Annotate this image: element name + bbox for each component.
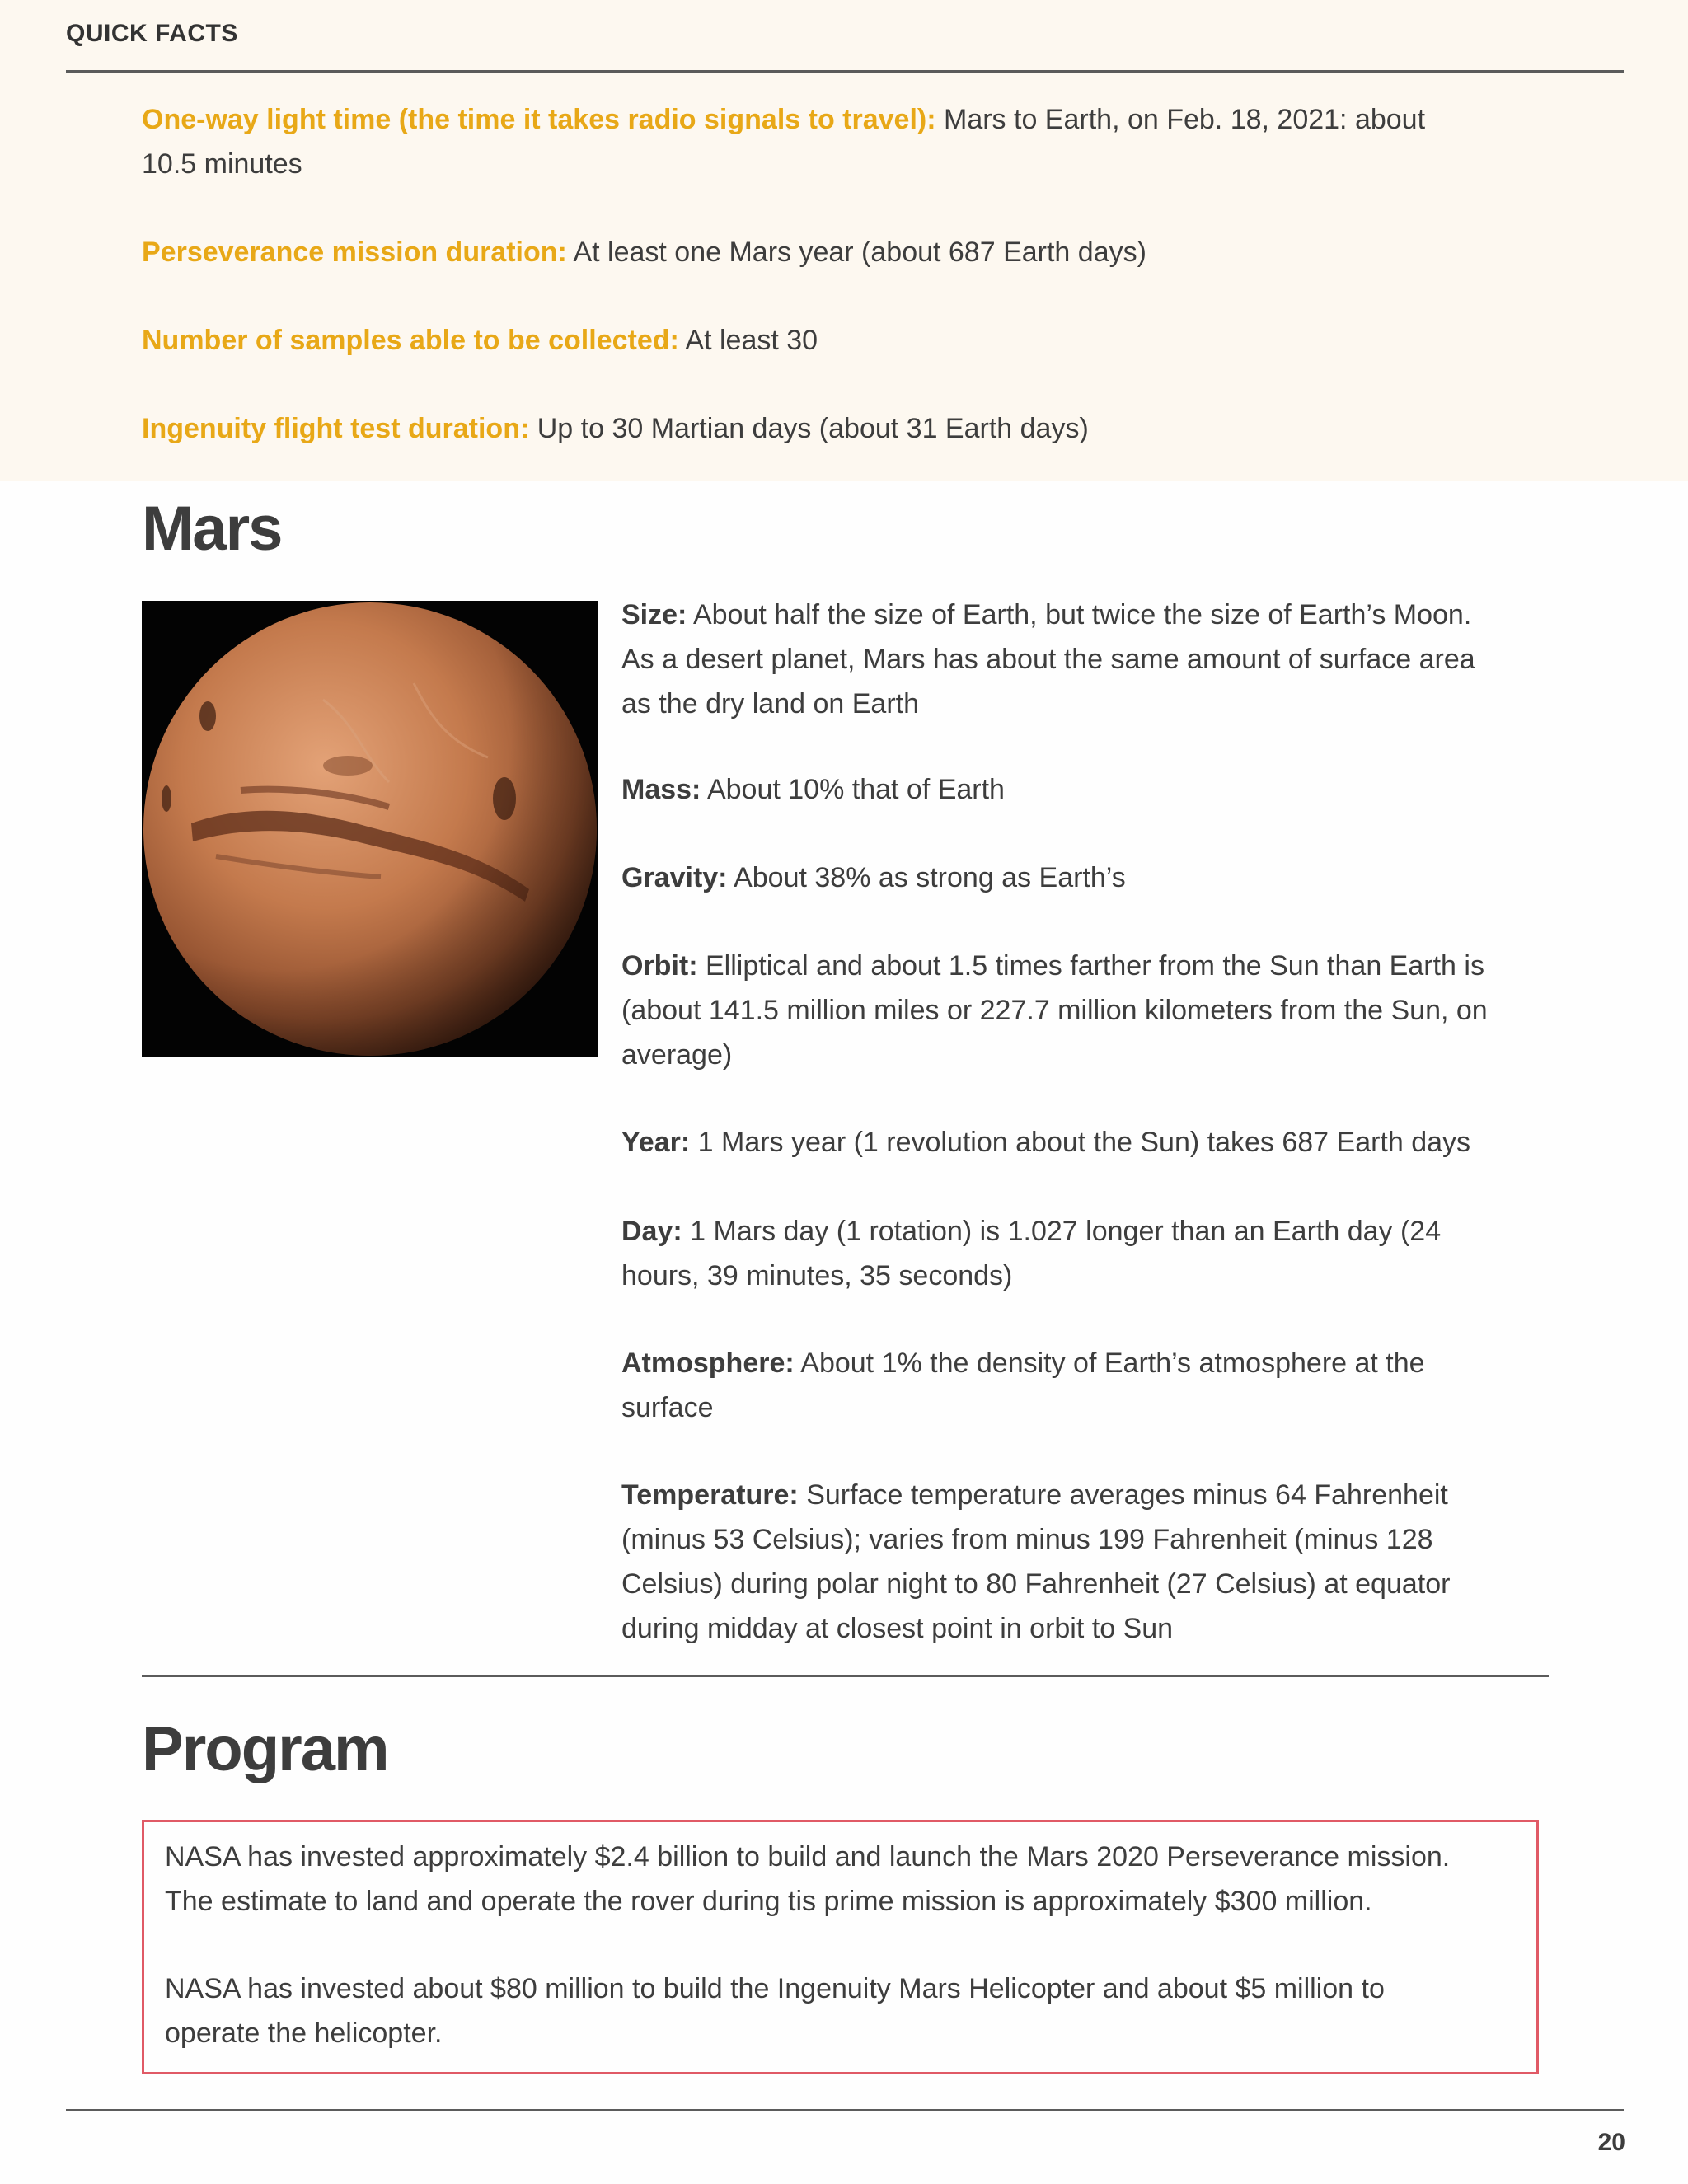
mars-fact-value-cont: as the dry land on Earth: [621, 688, 920, 719]
program-heading: Program: [142, 1714, 388, 1784]
quick-fact-light-time: [142, 97, 1461, 186]
program-text-line: The estimate to land and operate the rover during tis prime mission is approximately $300 million.: [165, 1886, 1372, 1917]
mars-fact-value: Surface temperature averages minus 64 Fahrenheit: [806, 1479, 1448, 1511]
program-text-line: NASA has invested approximately $2.4 billion to build and launch the Mars 2020 Perseverance mission.: [165, 1841, 1451, 1872]
page-number: 20: [1597, 2129, 1625, 2156]
program-paragraph-1: [165, 1835, 1450, 1924]
mars-fact-temperature: [621, 1473, 1450, 1651]
mars-fact-year: [621, 1120, 1470, 1165]
mars-fact-key: Gravity:: [621, 862, 728, 893]
quick-fact-value: At least one Mars year (about 687 Earth days): [573, 237, 1146, 268]
mars-fact-value-cont: surface: [621, 1392, 714, 1423]
quick-fact-value: Mars to Earth, on Feb. 18, 2021: about: [944, 104, 1426, 135]
quick-fact-key: Perseverance mission duration:: [142, 237, 567, 268]
footer-divider: [66, 2109, 1624, 2111]
mars-fact-key: Day:: [621, 1216, 682, 1247]
section-label: QUICK FACTS: [66, 20, 238, 47]
mars-fact-value: About 1% the density of Earth’s atmosphere at the: [800, 1347, 1425, 1379]
mars-fact-value-cont: (about 141.5 million miles or 227.7 million kilometers from the Sun, on: [621, 995, 1488, 1026]
quick-fact-mission-duration: [142, 230, 1146, 274]
mars-image: [142, 601, 598, 1057]
mars-fact-value-cont: As a desert planet, Mars has about the same amount of surface area: [621, 644, 1475, 675]
program-paragraph-2: [165, 1966, 1385, 2055]
mars-fact-value-cont: Celsius) during polar night to 80 Fahrenheit (27 Celsius) at equator: [621, 1568, 1451, 1600]
mars-fact-value: 1 Mars day (1 rotation) is 1.027 longer than an Earth day (24: [690, 1216, 1442, 1247]
quick-fact-samples: [142, 318, 818, 363]
mars-fact-day: [621, 1209, 1441, 1298]
quick-fact-key: Number of samples able to be collected:: [142, 325, 679, 356]
mars-fact-value: About 38% as strong as Earth’s: [734, 862, 1126, 893]
mars-fact-value: About 10% that of Earth: [706, 774, 1005, 805]
mars-fact-value: Elliptical and about 1.5 times farther from the Sun than Earth is: [706, 950, 1484, 982]
header-divider: [66, 70, 1624, 73]
mars-section-divider: [142, 1675, 1549, 1677]
quick-fact-value-cont: 10.5 minutes: [142, 148, 302, 180]
quick-fact-key: Ingenuity flight test duration:: [142, 413, 530, 444]
mars-fact-key: Size:: [621, 599, 687, 630]
mars-fact-key: Year:: [621, 1127, 691, 1158]
mars-fact-key: Temperature:: [621, 1479, 799, 1511]
mars-fact-value: 1 Mars year (1 revolution about the Sun) takes 687 Earth days: [697, 1127, 1471, 1158]
quick-fact-ingenuity-duration: [142, 406, 1089, 451]
mars-fact-value-cont: during midday at closest point in orbit to Sun: [621, 1613, 1174, 1644]
mars-fact-key: Mass:: [621, 774, 701, 805]
quick-fact-value: At least 30: [685, 325, 818, 356]
mars-fact-key: Atmosphere:: [621, 1347, 795, 1379]
mars-fact-gravity: [621, 855, 1126, 900]
mars-fact-value: About half the size of Earth, but twice the size of Earth’s Moon.: [692, 599, 1472, 630]
mars-fact-size: [621, 593, 1475, 726]
mars-fact-key: Orbit:: [621, 950, 698, 982]
mars-fact-orbit: [621, 944, 1488, 1077]
mars-fact-mass: [621, 767, 1005, 812]
program-text-line: NASA has invested about $80 million to build the Ingenuity Mars Helicopter and about $5 million to: [165, 1973, 1385, 2004]
quick-fact-key: One-way light time (the time it takes radio signals to travel):: [142, 104, 936, 135]
mars-fact-value-cont: average): [621, 1039, 733, 1071]
quick-fact-value: Up to 30 Martian days (about 31 Earth days): [537, 413, 1089, 444]
mars-fact-atmosphere: [621, 1341, 1425, 1430]
mars-fact-value-cont: (minus 53 Celsius); varies from minus 199 Fahrenheit (minus 128: [621, 1524, 1433, 1555]
mars-heading: Mars: [142, 494, 282, 564]
program-text-line: operate the helicopter.: [165, 2018, 443, 2049]
mars-fact-value-cont: hours, 39 minutes, 35 seconds): [621, 1260, 1013, 1291]
